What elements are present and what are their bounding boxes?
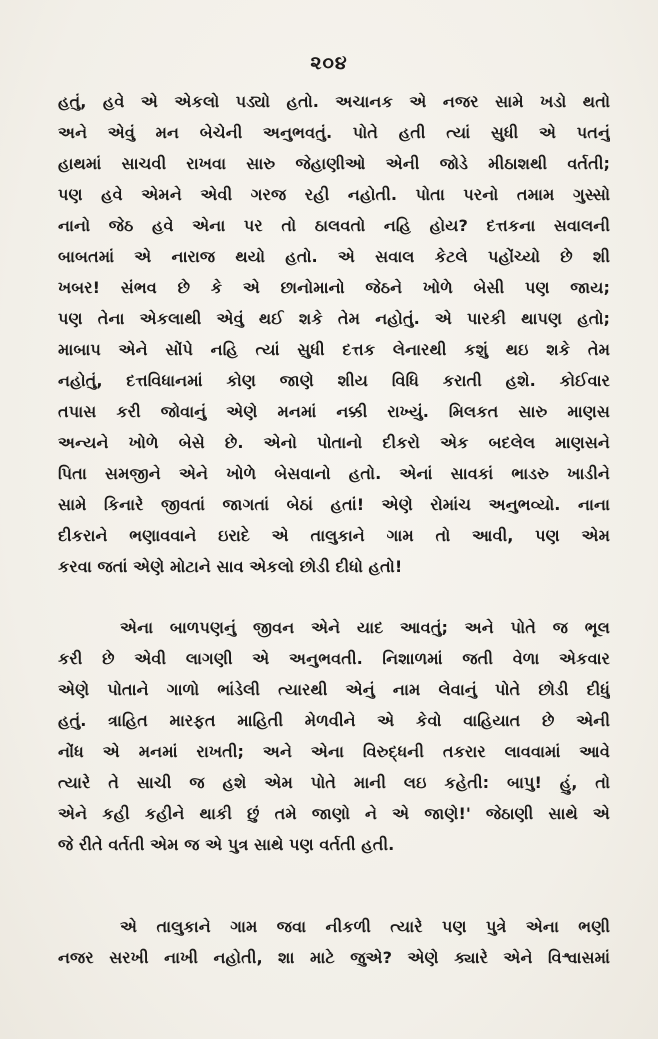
text-line: એ તાલુકાને ગામ જવા નીકળી ત્યારે પણ પુત્રે એના ભણી [120,917,610,936]
text-line: એના બાળપણનું જીવન એને યાદ આવતું; અને પોતે જ ભૂલ [120,618,610,637]
text-line: બાબતમાં એ નારાજ થયો હતો. એ સવાલ કેટલે પહોંચ્યો છે શી [58,247,610,266]
text-line: નજર સરખી નાખી નહોતી, શા માટે જુએ? એણે ક્યારે એને વિશ્વાસમાં [58,948,610,967]
text-line: ખબર! સંભવ છે કે એ છાનોમાનો જેઠને ખોળે બેસી પણ જાય; [58,278,610,297]
text-line: અન્યને ખોળે બેસે છે. એનો પોતાનો દીકરો એક બદલેલ માણસને [58,433,610,452]
text-line: તપાસ કરી જોવાનું એણે મનમાં નક્કી રાખ્યું. મિલકત સારુ માણસ [58,402,610,421]
text-line: પિતા સમજીને એને ખોળે બેસવાનો હતો. એનાં સાવકાં ભાડરુ ખાડીને [58,464,610,483]
text-line: પણ હવે એમને એવી ગરજ રહી નહોતી. પોતા પરનો તમામ ગુસ્સો [58,185,610,204]
text-line: જે રીતે વર્તતી એમ જ એ પુત્ર સાથે પણ વર્તતી હતી. [58,835,395,854]
text-line: ત્યારે તે સાચી જ હશે એમ પોતે માની લઇ કહેતી: બાપુ! હું, તો [58,773,610,792]
paragraph-3 [58,911,610,973]
text-line: એણે પોતાને ગાળો ભાંડેલી ત્યારથી એનું નામ લેવાનું પોતે છોડી દીધું [58,680,610,699]
text-line: હાથમાં સાચવી રાખવા સારુ જેહાણીઓ એની જોડે મીઠાશથી વર્તતી; [58,154,610,173]
text-line: પણ તેના એકલાથી એવું થઈ શકે તેમ નહોતું. એ પારકી થાપણ હતો; [58,309,610,328]
text-line: કરી છે એવી લાગણી એ અનુભવતી. નિશાળમાં જતી વેળા એકવાર [58,649,610,668]
text-line: કરવા જતાં એણે મોટાને સાવ એકલો છોડી દીધો હતો! [58,557,403,576]
paragraph-1 [58,86,610,582]
text-line: નાનો જેઠ હવે એના પર તો ઠાલવતો નહિ હોય? દત્તકના સવાલની [58,216,610,235]
page-number: ૨૦૪ [310,52,348,74]
text-line: દીકરાને ભણાવવાને ઇરાદે એ તાલુકાને ગામ તો આવી, પણ એમ [58,526,610,545]
text-line: માબાપ એને સોંપે નહિ ત્યાં સુધી દત્તક લેનારથી કશું થઇ શકે તેમ [58,340,610,359]
text-line: હતું. ત્રાહિત મારફત માહિતી મેળવીને એ કેવો વાહિયાત છે એની [58,711,610,730]
text-line: અને એવું મન બેચેની અનુભવતું. પોતે હતી ત્યાં સુધી એ પતનું [58,123,610,142]
paragraph-2 [58,612,610,860]
text-line: નહોતું, દત્તવિધાનમાં કોણ જાણે શીય વિધિ કરાતી હશે. કોઈવાર [58,371,610,390]
text-line: સામે કિનારે જીવતાં જાગતાં બેઠાં હતાં! એણે રોમાંચ અનુભવ્યો. નાના [58,495,610,514]
text-line: નોંધ એ મનમાં રાખતી; અને એના વિરુદ્ધની તકરાર લાવવામાં આવે [58,742,610,761]
text-line: એને કહી કહીને થાકી છું તમે જાણો ને એ જાણે!' જેઠાણી સાથે એ [58,804,610,823]
text-line: હતું, હવે એ એકલો પડ્યો હતો. અચાનક એ નજર સામે ખડો થતો [58,92,610,111]
